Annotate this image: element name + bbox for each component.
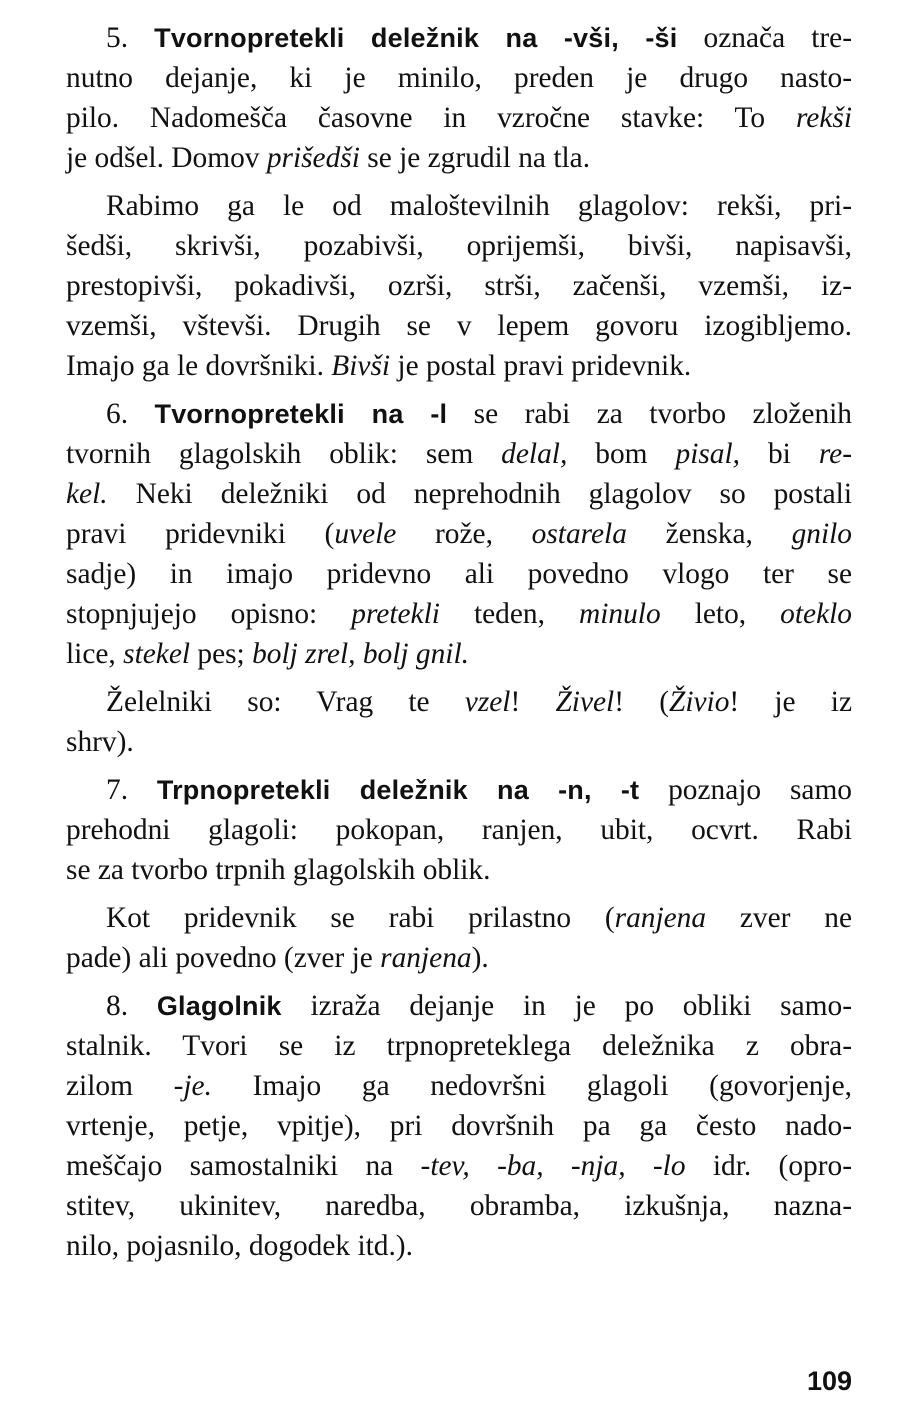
text-span: 8.: [106, 990, 157, 1022]
text-line: [66, 434, 852, 474]
text-span: prestopivši, pokadivši, ozrši, strši, začenši, vzemši, iz-: [66, 270, 852, 302]
page-number: 109: [806, 1366, 852, 1396]
italic-example: Bivši: [331, 350, 391, 382]
paragraph: [66, 18, 852, 178]
text-line: [66, 1186, 852, 1226]
text-line: [66, 474, 852, 514]
section-term: Tvornopretekli deležnik na -vši, -ši: [154, 23, 678, 53]
text-span: pade) ali povedno (zver je: [66, 942, 381, 974]
text-line: [66, 986, 852, 1026]
text-line: [66, 850, 852, 890]
text-span: se za tvorbo trpnih glagolskih oblik.: [66, 854, 491, 886]
italic-example: minulo: [579, 598, 661, 630]
italic-example: pretekli: [351, 598, 440, 630]
text-span: šedši, skrivši, pozabivši, oprijemši, bivši, napisavši,: [66, 230, 852, 262]
document-page: [66, 18, 852, 1398]
text-line: [66, 346, 852, 386]
text-line: [66, 554, 852, 594]
text-span: meščajo samostalniki na: [66, 1150, 421, 1182]
paragraph: [66, 394, 852, 674]
italic-example: Živel: [555, 686, 615, 718]
text-span: !: [510, 686, 556, 718]
text-line: [66, 722, 852, 762]
text-span: nilo, pojasnilo, dogodek itd.).: [66, 1230, 413, 1262]
text-span: ! je iz: [729, 686, 852, 718]
text-span: bom: [567, 438, 676, 470]
text-span: ).: [471, 942, 489, 974]
text-span: stitev, ukinitev, naredba, obramba, izkušnja, nazna-: [66, 1190, 852, 1222]
text-span: teden,: [439, 598, 580, 630]
text-line: [66, 1226, 852, 1266]
text-line: [66, 58, 852, 98]
text-span: vzemši, vštevši. Drugih se v lepem govoru izogibljemo.: [66, 310, 852, 342]
italic-example: gnilo: [791, 518, 852, 550]
text-span: prehodni glagoli: pokopan, ranjen, ubit, ocvrt. Rabi: [66, 814, 852, 846]
italic-example: -je.: [173, 1070, 212, 1102]
text-span: rože,: [396, 518, 532, 550]
paragraph: [66, 186, 852, 386]
text-line: [66, 682, 852, 722]
text-span: Imajo ga le dovršniki.: [66, 350, 332, 382]
italic-example: ranjena: [614, 902, 707, 934]
italic-example: prišedši: [266, 142, 360, 174]
text-span: stopnjujejo opisno:: [66, 598, 352, 630]
paragraph: [66, 770, 852, 890]
text-line: [66, 186, 852, 226]
text-line: [66, 1026, 852, 1066]
text-line: [66, 226, 852, 266]
text-span: Kot pridevnik se rabi prilastno (: [106, 902, 615, 934]
text-line: [66, 306, 852, 346]
text-span: stalnik. Tvori se iz trpnopreteklega deležnika z obra-: [66, 1030, 852, 1062]
section-term: Tvornopretekli na -l: [154, 399, 448, 429]
section-term: Trpnopretekli deležnik na -n, -t: [156, 775, 640, 805]
text-span: je odšel. Domov: [66, 142, 267, 174]
italic-example: vzel: [464, 686, 511, 718]
text-span: nutno dejanje, ki je minilo, preden je drugo nasto-: [66, 62, 852, 94]
text-span: ! (: [614, 686, 669, 718]
italic-example: ranjena: [380, 942, 472, 974]
italic-example: rekši: [795, 102, 852, 134]
text-line: [66, 514, 852, 554]
text-span: lice,: [66, 638, 124, 670]
text-span: tvornih glagolskih oblik: sem: [66, 438, 502, 470]
text-line: [66, 18, 852, 58]
text-line: [66, 1146, 852, 1186]
text-span: sadje) in imajo pridevno ali povedno vlogo ter se: [66, 558, 852, 590]
text-line: [66, 898, 852, 938]
text-line: [66, 594, 852, 634]
italic-example: pisal,: [675, 438, 741, 470]
text-line: [66, 138, 852, 178]
italic-example: oteklo: [780, 598, 852, 630]
text-span: 6.: [106, 398, 155, 430]
text-span: bi: [740, 438, 819, 470]
italic-example: -tev, -ba, -nja, -lo: [420, 1150, 686, 1182]
italic-example: uvele: [334, 518, 397, 550]
text-span: se rabi za tvorbo zloženih: [447, 398, 853, 430]
text-span: Neki deležniki od neprehodnih glagolov so postali: [107, 478, 852, 510]
text-span: Imajo ga nedovršni glagoli (govorjenje,: [211, 1070, 852, 1102]
italic-example: ostarela: [531, 518, 627, 550]
text-span: poznajo samo: [639, 774, 853, 806]
text-line: [66, 810, 852, 850]
text-span: pravi pridevniki (: [66, 518, 335, 550]
text-span: 7.: [106, 774, 157, 806]
italic-example: bolj zrel, bolj gnil.: [252, 638, 469, 670]
text-span: označa tre-: [677, 22, 852, 54]
text-line: [66, 634, 852, 674]
text-line: [66, 98, 852, 138]
text-span: pilo. Nadomešča časovne in vzročne stavke: To: [66, 102, 796, 134]
text-span: zver ne: [706, 902, 853, 934]
paragraph: [66, 682, 852, 762]
text-span: izraža dejanje in je po obliki samo-: [281, 990, 852, 1022]
text-span: idr. (opro-: [685, 1150, 852, 1182]
text-span: je postal pravi pridevnik.: [390, 350, 692, 382]
italic-example: Živio: [669, 686, 730, 718]
text-line: [66, 1106, 852, 1146]
text-span: 5.: [106, 22, 155, 54]
section-term: Glagolnik: [156, 991, 282, 1021]
paragraph: [66, 898, 852, 978]
italic-example: re-: [818, 438, 853, 470]
text-line: [66, 1066, 852, 1106]
text-line: [66, 770, 852, 810]
text-span: leto,: [660, 598, 781, 630]
text-span: Želelniki so: Vrag te: [106, 686, 465, 718]
text-span: shrv).: [66, 726, 134, 758]
document-body-text: [66, 18, 852, 1266]
text-line: [66, 394, 852, 434]
text-span: Rabimo ga le od maloštevilnih glagolov: rekši, pri-: [106, 190, 852, 222]
text-span: vrtenje, petje, vpitje), pri dovršnih pa ga često nado-: [66, 1110, 852, 1142]
paragraph: [66, 986, 852, 1266]
italic-example: kel.: [66, 478, 108, 510]
italic-example: delal,: [501, 438, 568, 470]
text-line: [66, 938, 852, 978]
text-span: pes;: [190, 638, 253, 670]
text-span: ženska,: [626, 518, 792, 550]
italic-example: stekel: [123, 638, 191, 670]
text-span: zilom: [66, 1070, 174, 1102]
text-span: se je zgrudil na tla.: [359, 142, 591, 174]
text-line: [66, 266, 852, 306]
